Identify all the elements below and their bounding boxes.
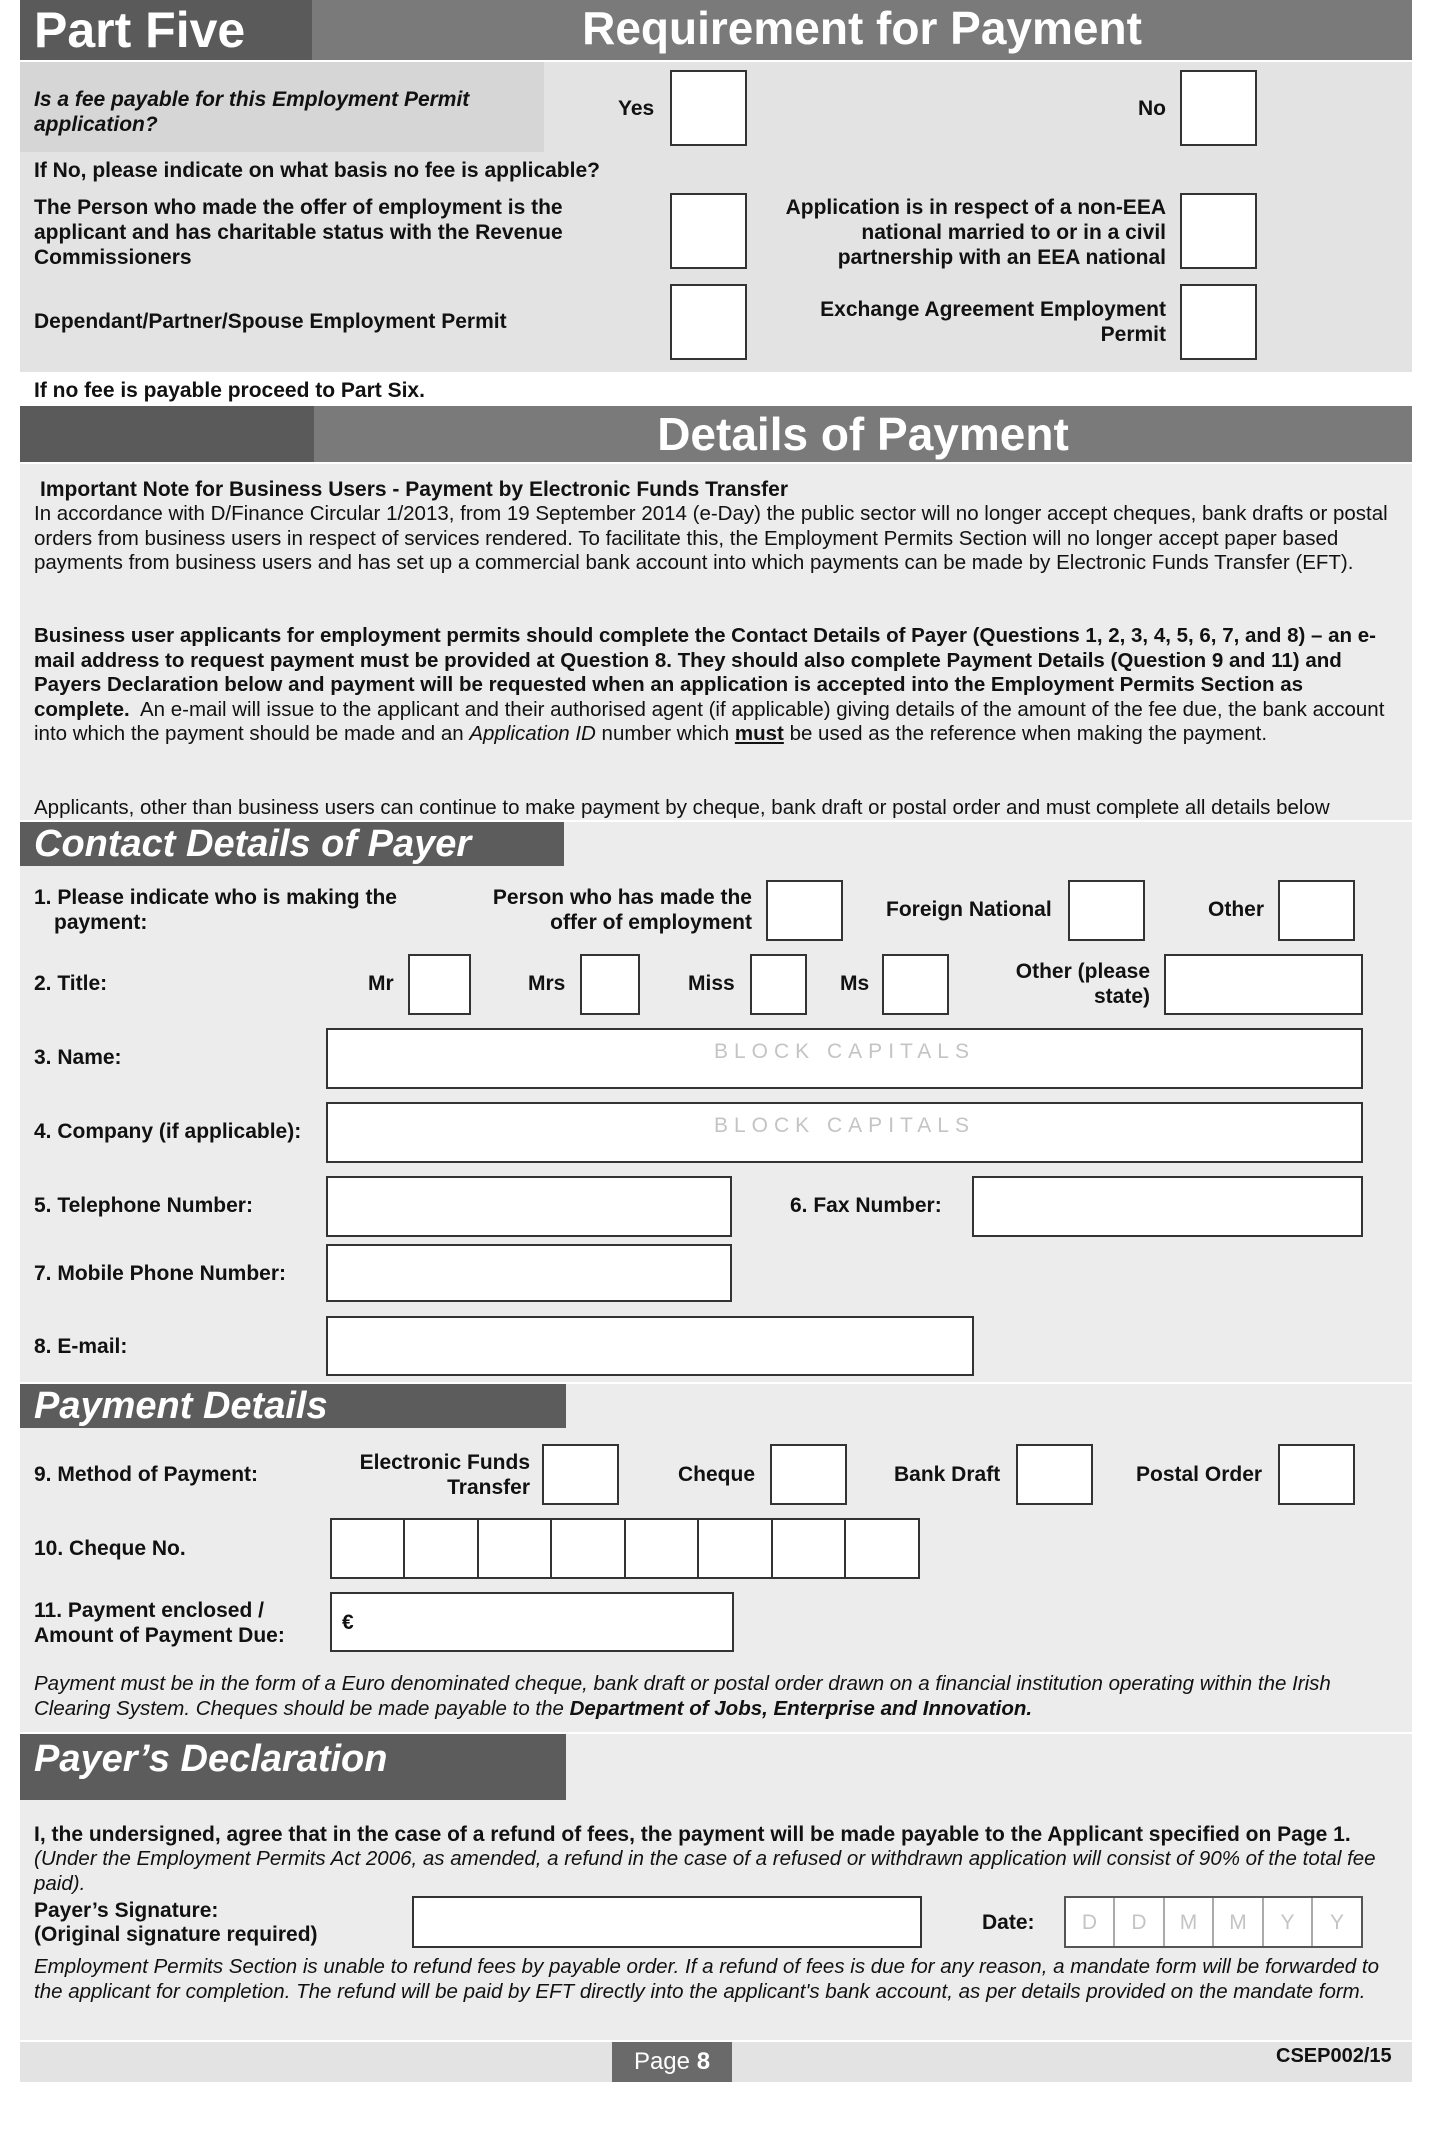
declaration-agree: I, the undersigned, agree that in the case of a refund of fees, the payment will be made payable to the Applicant specified on Page 1.: [34, 1823, 1351, 1846]
cheque-digit-4: [552, 1520, 626, 1577]
other-state-label: Other (please state): [1015, 960, 1150, 1008]
part-title: Requirement for Payment: [582, 2, 1142, 54]
q8-label: 8. E-mail:: [34, 1335, 128, 1358]
note-title: Important Note for Business Users - Payment by Electronic Funds Transfer: [40, 478, 789, 501]
euro-sign: €: [342, 1611, 354, 1634]
q7-label: 7. Mobile Phone Number:: [34, 1262, 287, 1285]
mr-checkbox[interactable]: [408, 954, 471, 1015]
cheque-digit-3: [479, 1520, 552, 1577]
no-label: No: [1138, 97, 1166, 120]
dependant-label: Dependant/Partner/Spouse Employment Permit: [34, 310, 507, 333]
mandate-note: Employment Permits Section is unable to refund fees by payable order. If a refund of fees is due for any reason, a mandate form will be forwarded to the applicant for completion. The refund will be paid by EFT directly into the applicant's bank account, as per details provided on the mandate form.: [34, 1955, 1379, 2003]
eft-checkbox[interactable]: [542, 1444, 619, 1505]
cheque-label: Cheque: [678, 1463, 756, 1486]
date-month-2: M: [1214, 1898, 1264, 1946]
contact-header: Contact Details of Payer: [20, 822, 564, 866]
bank-draft-label: Bank Draft: [894, 1463, 1001, 1486]
payment-note: [34, 1672, 1404, 1721]
part-label: Part Five: [34, 2, 246, 58]
q1-opt2-checkbox[interactable]: [1068, 880, 1145, 941]
date-year-1: Y: [1264, 1898, 1313, 1946]
cheque-checkbox[interactable]: [770, 1444, 847, 1505]
postal-order-label: Postal Order: [1136, 1463, 1263, 1486]
signature-label: Payer’s Signature:: [34, 1899, 219, 1922]
mrs-label: Mrs: [528, 972, 566, 995]
name-placeholder: BLOCK CAPITALS: [713, 1040, 975, 1063]
other-title-input[interactable]: [1164, 954, 1363, 1015]
form-code: CSEP002/15: [1276, 2045, 1392, 2067]
fee-question: Is a fee payable for this Employment Permit application?: [34, 88, 470, 136]
business-reg-a: An e-mail will issue to the applicant and their authorised agent (if applicable) giving details of the amount of the fee due, the bank account into which the payment should be made and an: [34, 697, 1385, 745]
date-label: Date:: [982, 1911, 1035, 1934]
q11-label: 11. Payment enclosed / Amount of Payment Due:: [34, 1599, 285, 1647]
business-reg-b: number which: [601, 722, 730, 745]
dependant-checkbox[interactable]: [670, 284, 747, 360]
application-id-text: Application ID: [469, 722, 596, 745]
page-num: 8: [696, 2048, 711, 2075]
non-eea-label: Application is in respect of a non-EEA national married to or in a civil partnership with an EEA national: [785, 196, 1166, 269]
mr-label: Mr: [368, 972, 394, 995]
cheque-digit-1: [332, 1520, 405, 1577]
must-text: must: [734, 722, 784, 745]
miss-checkbox[interactable]: [750, 954, 807, 1015]
details-bar-left: [20, 406, 314, 462]
payment-header: Payment Details: [20, 1384, 566, 1428]
business-bold: Business user applicants for employment permits should complete the Contact Details of Payer (Questions 1, 2, 3, 4, 5, 6, 7, and 8) – an e-mail address to request payment must be provided at Question 8. They should also complete Payment Details (Question 9 and 11) and Payers Declaration below and payment will be requested when an application is accepted into the Employment Permits Section as complete.: [34, 624, 1376, 721]
q5-label: 5. Telephone Number:: [34, 1194, 253, 1217]
q1-opt3-label: Other: [1208, 898, 1265, 921]
payment-note-a: Payment must be in the form of a Euro denominated cheque, bank draft or postal order drawn on a financial institution operating within the Irish Clearing System. Cheques should be made payable to the: [34, 1672, 1331, 1720]
cheque-digit-2: [405, 1520, 479, 1577]
q2-label: 2. Title:: [34, 972, 108, 995]
payment-note-dept: Department of Jobs, Enterprise and Innovation.: [569, 1696, 1033, 1720]
exchange-checkbox[interactable]: [1180, 284, 1257, 360]
email-input[interactable]: [326, 1316, 974, 1376]
company-input[interactable]: [326, 1102, 1363, 1163]
yes-label: Yes: [618, 97, 655, 120]
cheque-digit-5: [626, 1520, 699, 1577]
q1-opt2-label: Foreign National: [886, 898, 1052, 921]
proceed-note: If no fee is payable proceed to Part Six.: [34, 379, 425, 402]
cheque-digit-6: [699, 1520, 773, 1577]
others-para: Applicants, other than business users can continue to make payment by cheque, bank draft or postal order and must complete all details below: [34, 796, 1330, 819]
q1-opt1-checkbox[interactable]: [766, 880, 843, 941]
q6-label: 6. Fax Number:: [790, 1194, 942, 1217]
no-fee-basis: If No, please indicate on what basis no fee is applicable?: [34, 159, 600, 182]
q4-label: 4. Company (if applicable):: [34, 1120, 302, 1143]
signature-sub: (Original signature required): [34, 1923, 318, 1946]
non-eea-checkbox[interactable]: [1180, 193, 1257, 269]
declaration-header: Payer’s Declaration: [20, 1734, 566, 1800]
business-para: [34, 624, 1404, 747]
date-month-1: M: [1165, 1898, 1214, 1946]
note-body: In accordance with D/Finance Circular 1/2013, from 19 September 2014 (e-Day) the public sector will no longer accept cheques, bank drafts or postal orders from business users in respect of services rendered. To facilitate this, the Employment Permits Section will no longer accept paper based payments from business users and has set up a commercial bank account into which payments can be made by Electronic Funds Transfer (EFT).: [34, 502, 1388, 574]
page-word: Page: [633, 2048, 691, 2075]
page-number-box: [612, 2042, 732, 2082]
q1-label: 1. Please indicate who is making the payment:: [34, 886, 397, 934]
date-year-2: Y: [1329, 1911, 1344, 1934]
fax-input[interactable]: [972, 1176, 1363, 1237]
date-day-1: D: [1066, 1898, 1115, 1946]
exchange-label: Exchange Agreement Employment Permit: [820, 298, 1166, 346]
ms-label: Ms: [840, 972, 870, 995]
q3-label: 3. Name:: [34, 1046, 122, 1069]
yes-checkbox[interactable]: [670, 70, 747, 146]
q10-label: 10. Cheque No.: [34, 1537, 186, 1560]
bank-draft-checkbox[interactable]: [1016, 1444, 1093, 1505]
signature-input[interactable]: [412, 1896, 922, 1948]
charitable-checkbox[interactable]: [670, 193, 747, 269]
details-title: Details of Payment: [657, 408, 1069, 460]
amount-input[interactable]: [330, 1592, 734, 1652]
q1-opt1-label: Person who has made the offer of employment: [492, 886, 752, 934]
postal-order-checkbox[interactable]: [1278, 1444, 1355, 1505]
charitable-label: The Person who made the offer of employment is the applicant and has charitable status with the Revenue Commissioners: [34, 196, 563, 269]
refund-note: (Under the Employment Permits Act 2006, as amended, a refund in the case of a refused or withdrawn application will consist of 90% of the total fee paid).: [34, 1847, 1376, 1895]
q9-label: 9. Method of Payment:: [34, 1463, 259, 1486]
mrs-checkbox[interactable]: [580, 954, 640, 1015]
business-reg-c: be used as the reference when making the payment.: [789, 722, 1268, 745]
eft-label: Electronic Funds Transfer: [359, 1451, 530, 1499]
telephone-input[interactable]: [326, 1176, 732, 1237]
ms-checkbox[interactable]: [882, 954, 949, 1015]
cheque-number-input[interactable]: [330, 1518, 920, 1579]
cheque-digit-7: [773, 1520, 846, 1577]
date-input[interactable]: [1064, 1896, 1363, 1948]
date-day-2: D: [1115, 1898, 1165, 1946]
q1-opt3-checkbox[interactable]: [1278, 880, 1355, 941]
no-checkbox[interactable]: [1180, 70, 1257, 146]
name-input[interactable]: [326, 1028, 1363, 1089]
mobile-input[interactable]: [326, 1244, 732, 1302]
company-placeholder: BLOCK CAPITALS: [713, 1114, 975, 1137]
miss-label: Miss: [688, 972, 735, 995]
